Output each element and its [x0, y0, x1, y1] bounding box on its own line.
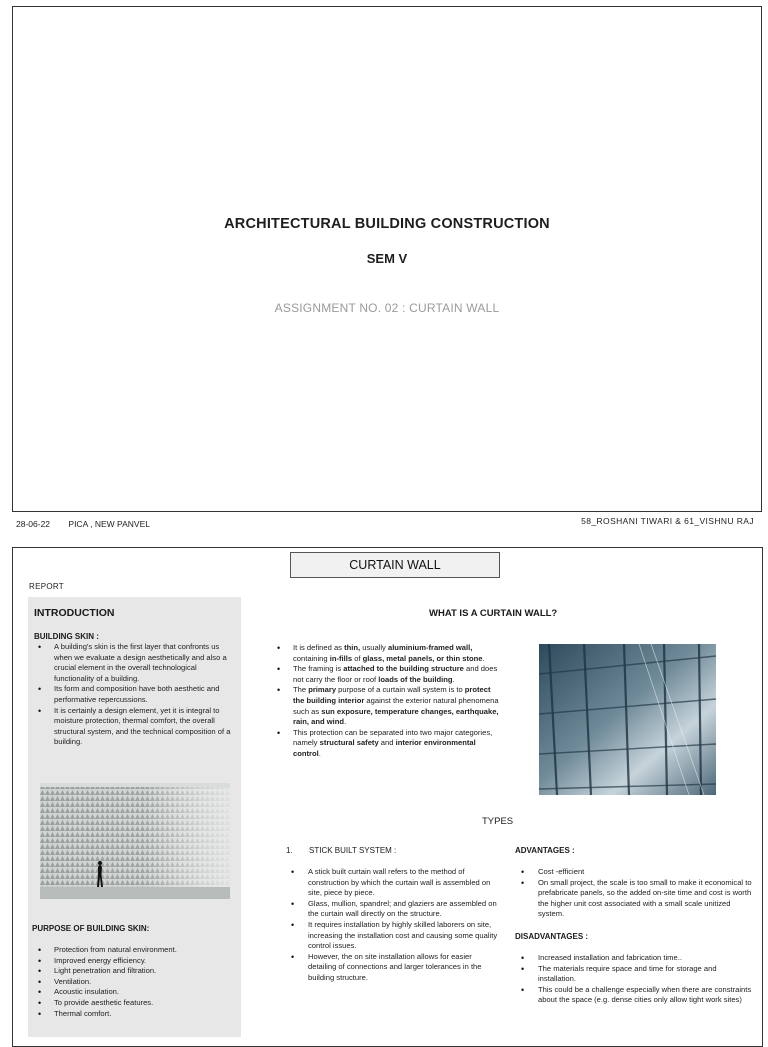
purpose-title: PURPOSE OF BUILDING SKIN:	[32, 924, 150, 933]
list-item	[271, 643, 503, 664]
cover-title: ARCHITECTURAL BUILDING CONSTRUCTION	[224, 216, 550, 232]
text-run: containing	[293, 653, 330, 663]
list-item: • Cost -efficient	[515, 867, 755, 878]
disadvantages-title: DISADVANTAGES :	[515, 932, 589, 941]
cover-assignment: ASSIGNMENT NO. 02 : CURTAIN WALL	[274, 301, 500, 315]
text-run: It is defined as	[293, 643, 345, 652]
footer-left	[16, 519, 166, 529]
text-run: This protection can be separated into two major categories, namely	[293, 727, 493, 748]
building-skin-list	[32, 642, 237, 748]
bold-text: attached to the building structure	[343, 664, 464, 674]
text-run: purpose of a curtain wall system is to	[336, 685, 465, 695]
list-item: • Increased installation and fabrication time..	[515, 953, 755, 964]
text-run: .	[482, 653, 485, 663]
types-title: TYPES	[482, 816, 514, 827]
text-run: against the exterior natural phenomena such as	[293, 695, 499, 716]
list-item: • A building's skin is the first layer that confronts us when we evaluate a design aesthetically and also a crucial element in the overall technological functionality of a building.	[32, 642, 237, 684]
list-item: • A stick built curtain wall refers to the method of construction by which the curtain wall is assembled on site, piece by piece.	[285, 867, 500, 899]
list-item: • It requires installation by highly skilled laborers on site, increasing the installation cost and causing some quality control issues.	[285, 920, 500, 952]
disadvantages-list	[515, 953, 755, 1006]
list-item: • Its form and composition have both aesthetic and performative repercussions.	[32, 684, 237, 705]
definition-list	[271, 643, 503, 760]
list-item	[271, 728, 503, 760]
bold-text: loads of the building	[378, 674, 453, 684]
list-item: • On small project, the scale is too small to make it economical to prefabricate panels, so the added on-site time and cost is worth the higher unit cost associated with a small scale unitized system.	[515, 878, 755, 920]
report-page	[12, 547, 763, 1047]
what-is-title: WHAT IS A CURTAIN WALL?	[429, 608, 558, 619]
glass-curtain-wall-photo	[539, 644, 716, 795]
text-run: The	[293, 685, 309, 695]
text-run: and	[378, 738, 396, 748]
list-item: • Improved energy efficiency.	[32, 956, 237, 967]
bold-text: protect the building interior	[293, 685, 491, 705]
bold-text: sun exposure, temperature changes, earthquake, rain, and wind	[293, 706, 499, 727]
bold-text: aluminium-framed wall,	[387, 643, 473, 652]
list-item: • Light penetration and filtration.	[32, 966, 237, 977]
text-run: and does not carry the floor or roof	[293, 664, 498, 684]
bold-text: in-fills	[329, 653, 353, 663]
stick-built-label: STICK BUILT SYSTEM :	[309, 846, 397, 855]
list-item: • It is certainly a design element, yet it is integral to moisture protection, thermal comfort, the overall structural system, and the technical composition of a building.	[32, 706, 237, 748]
list-item: • The materials require space and time for storage and installation.	[515, 964, 755, 985]
footer-date: 28-06-22	[16, 519, 51, 529]
cover-page	[12, 6, 762, 512]
list-item: • Thermal comfort.	[32, 1009, 237, 1020]
introduction-title: INTRODUCTION	[34, 607, 115, 619]
footer-authors: 58_ROSHANI TIWARI & 61_VISHNU RAJ	[581, 516, 754, 526]
list-item: • To provide aesthetic features.	[32, 998, 237, 1009]
report-heading: CURTAIN WALL	[290, 552, 500, 578]
bold-text: interior environmental control	[293, 738, 476, 758]
bold-text: structural safety	[319, 738, 379, 748]
stick-built-title	[286, 846, 396, 855]
purpose-list	[32, 945, 237, 1019]
advantages-title: ADVANTAGES :	[515, 846, 575, 855]
list-item: • Glass, mullion, spandrel; and glaziers are assembled on the curtain wall directly on the structure.	[285, 899, 500, 920]
introduction-panel	[28, 597, 241, 1037]
bold-text: primary	[308, 685, 337, 695]
list-item: • Ventilation.	[32, 977, 237, 988]
building-skin-title: BUILDING SKIN :	[34, 632, 99, 641]
list-item	[271, 664, 503, 685]
text-run: .	[452, 674, 455, 684]
text-run: .	[344, 717, 347, 727]
list-item: • This could be a challenge especially when there are constraints about the space (e.g. dense cities only allow tight work sites)	[515, 985, 755, 1006]
text-run: usually	[360, 643, 388, 652]
text-run: The framing is	[293, 664, 344, 674]
text-run: of	[352, 653, 363, 663]
list-item: • Protection from natural environment.	[32, 945, 237, 956]
stick-built-number: 1.	[286, 846, 293, 855]
cover-semester: SEM V	[366, 251, 408, 266]
bold-text: glass, metal panels, or thin stone	[362, 653, 483, 663]
bold-text: thin,	[344, 643, 361, 652]
building-facade-photo	[40, 783, 230, 899]
footer-institute: PICA , NEW PANVEL	[68, 519, 150, 529]
text-run: .	[318, 748, 321, 758]
list-item: • Acoustic insulation.	[32, 987, 237, 998]
stick-built-list	[285, 867, 500, 984]
list-item: • However, the on site installation allows for easier detailing of connections and larger tolerances in the building structure.	[285, 952, 500, 984]
report-label: REPORT	[29, 582, 64, 591]
list-item	[271, 685, 503, 727]
advantages-list	[515, 867, 755, 920]
